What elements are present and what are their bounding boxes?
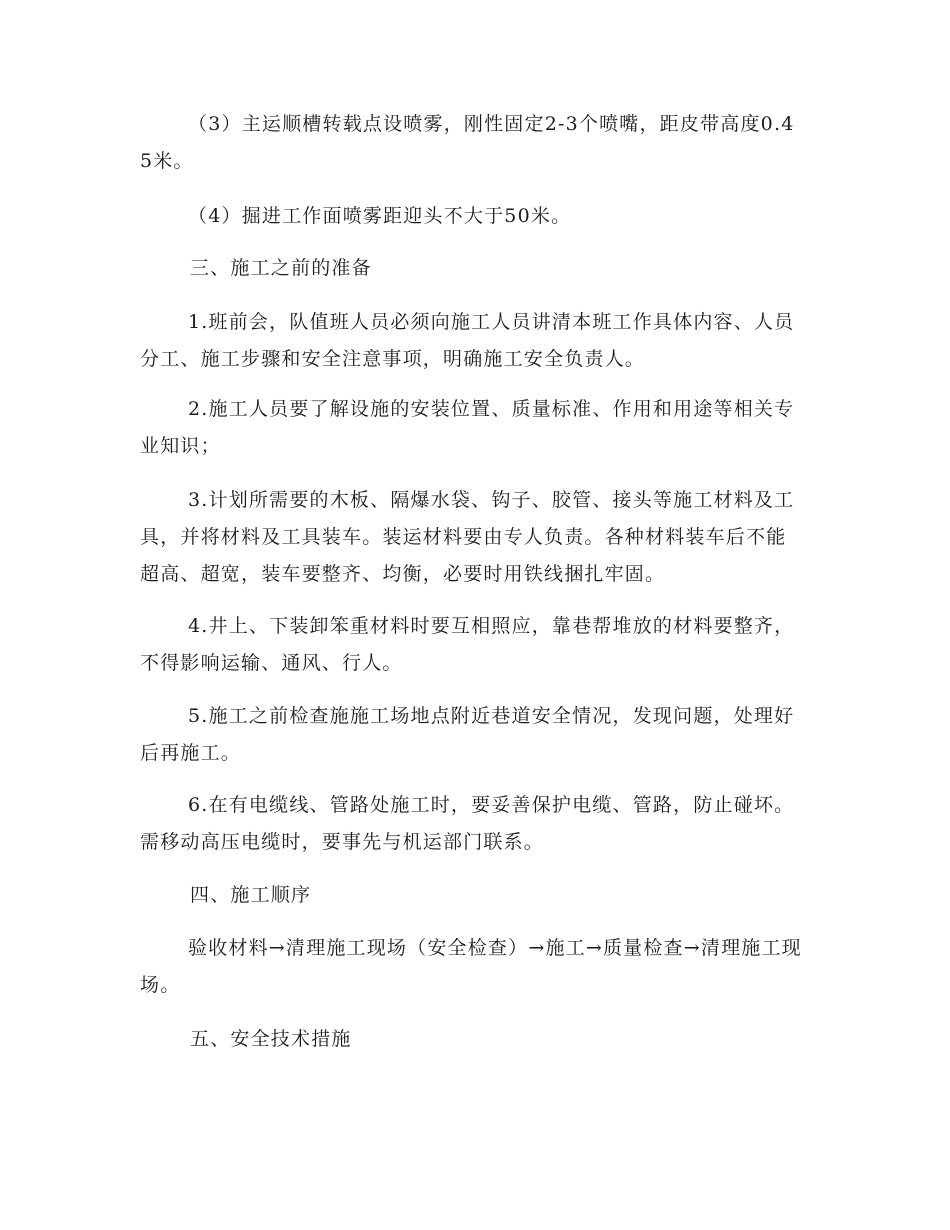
list-item-6: 6.在有电缆线、管路处施工时，要妥善保护电缆、管路，防止碰坏。需移动高压电缆时，要事先与机运部门联系。 <box>140 794 795 853</box>
section-heading-5: 五、安全技术措施 <box>190 1028 352 1050</box>
list-item-5: 5.施工之前检查施施工场地点附近巷道安全情况，发现问题，处理好后再施工。 <box>140 705 795 764</box>
list-item-4: 4.井上、下装卸笨重材料时要互相照应，靠巷帮堆放的材料要整齐，不得影响运输、通风、行人。 <box>140 615 795 674</box>
section-heading-3: 三、施工之前的准备 <box>190 257 372 279</box>
sequence-paragraph: 验收材料→清理施工现场（安全检查）→施工→质量检查→清理施工现场。 <box>140 937 802 996</box>
paragraph-item-4: （4）掘进工作面喷雾距迎头不大于50米。 <box>188 205 572 227</box>
list-item-1: 1.班前会，队值班人员必须向施工人员讲清本班工作具体内容、人员分工、施工步骤和安全注意事项，明确施工安全负责人。 <box>140 311 795 370</box>
paragraph-item-3: （3）主运顺槽转载点设喷雾，刚性固定2-3个喷嘴，距皮带高度0.45米。 <box>140 113 795 172</box>
list-item-3: 3.计划所需要的木板、隔爆水袋、钩子、胶管、接头等施工材料及工具，并将材料及工具装车。装运材料要由专人负责。各种材料装车后不能超高、超宽，装车要整齐、均衡，必要时用铁线捆扎牢固。 <box>140 489 795 585</box>
section-heading-4: 四、施工顺序 <box>190 884 312 906</box>
list-item-2: 2.施工人员要了解设施的安装位置、质量标准、作用和用途等相关专业知识； <box>140 398 795 457</box>
